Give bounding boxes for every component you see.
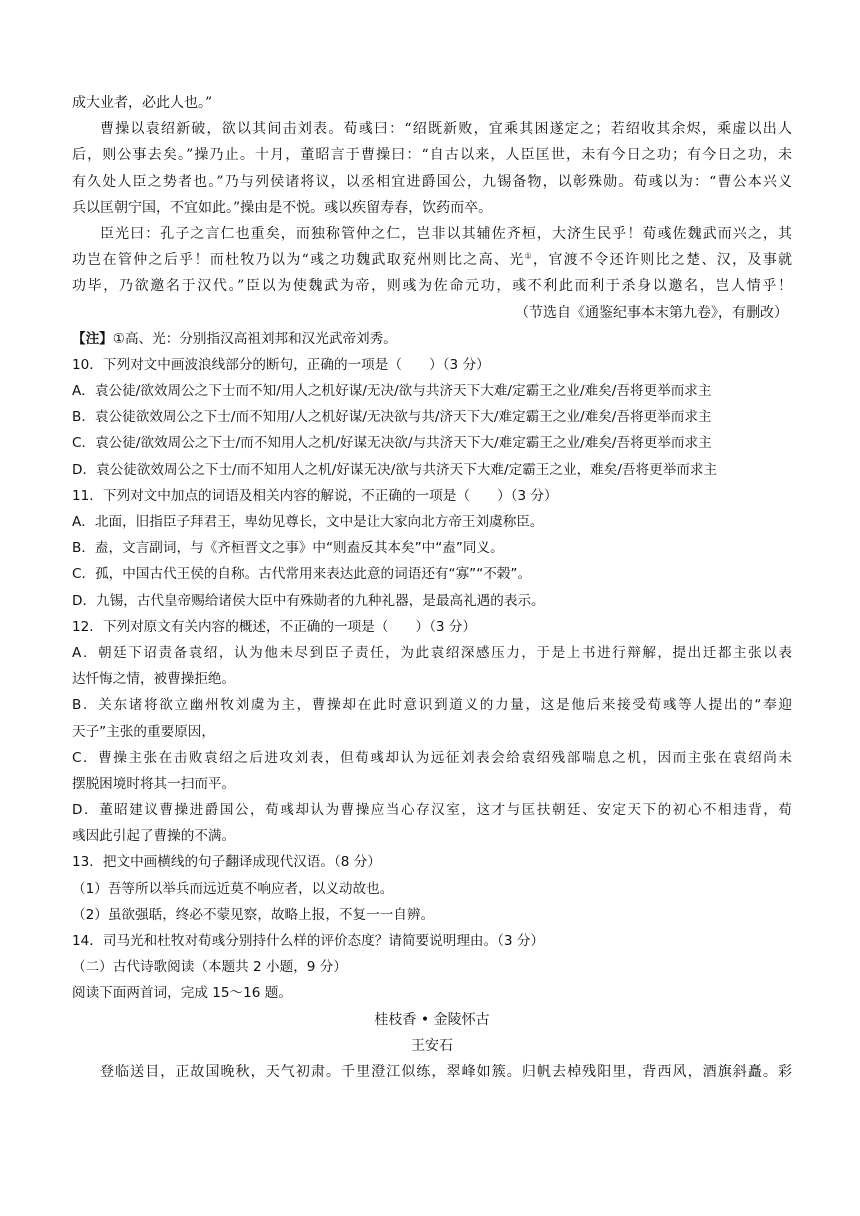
question-12-option-b[interactable]: B．关东诸将欲立幽州牧刘虞为主，曹操却在此时意识到道义的力量，这是他后来接受荀彧等人提出的“奉迎 xyxy=(72,697,792,714)
question-10-stem: 10．下列对文中画波浪线部分的断句，正确的一项是（ ）（3 分） xyxy=(72,356,490,373)
note-label: 【注】 xyxy=(72,330,113,347)
passage-line: 有久处人臣之势者也。”乃与列侯诸将议，以丞相宜进爵国公，九锡备物，以彰殊勋。荀彧以为：“曹公本兴义 xyxy=(72,173,792,190)
question-12-stem: 12．下列对原文有关内容的概述，不正确的一项是（ ）（3 分） xyxy=(72,618,477,635)
question-13-stem: 13．把文中画横线的句子翻译成现代汉语。（8 分） xyxy=(72,854,381,871)
passage-line xyxy=(72,247,792,273)
question-11-option-b[interactable]: B．盍，文言副词，与《齐桓晋文之事》中“则盍反其本矣”中“盍”同义。 xyxy=(72,540,504,557)
question-12-option-c-cont[interactable]: 摆脱困境时将其一扫而平。 xyxy=(72,775,236,792)
question-10-option-a[interactable]: A．袁公徒/欲效周公之下士而不知/用人之机好谋/无决/欲与共济天下大难/定霸王之业/难矣/吾将更举而求主 xyxy=(72,383,712,400)
question-12-option-a-cont[interactable]: 达忏悔之情，被曹操拒绝。 xyxy=(72,671,236,688)
passage-line: 功毕，乃欲邀名于汉代。”臣以为使魏武为帝，则彧为佐命元功，彧不利此而利于杀身以邀名，岂人情乎！ xyxy=(72,278,792,295)
note-text: ①高、光：分别指汉高祖刘邦和汉光武帝刘秀。 xyxy=(112,330,397,347)
question-13-item-1: （1）吾等所以举兵而远近莫不响应者，以义动故也。 xyxy=(72,880,394,897)
question-12-option-d[interactable]: D．董昭建议曹操进爵国公，荀彧却认为曹操应当心存汉室，这才与匡扶朝廷、安定天下的初心不相违背，荀 xyxy=(72,802,792,819)
question-10-option-b[interactable]: B．袁公徒欲效周公之下士/而不知用/人之机好谋/无决欲与共/济天下大/难定霸王之业/难矣/吾将更举而求主 xyxy=(72,409,712,426)
passage-line: 臣光曰：孔子之言仁也重矣，而独称管仲之仁，岂非以其辅佐齐桓，大济生民乎！荀彧佐魏武而兴之，其 xyxy=(100,225,792,242)
passage-text: ，官渡不令还许则比之楚、汉，及事就 xyxy=(533,252,792,269)
question-11-option-c[interactable]: C．孤，中国古代王侯的自称。古代常用来表达此意的词语还有“寡”“不榖”。 xyxy=(72,566,532,583)
passage-line: 兵以匡朝宁国，不宜如此。”操由是不悦。彧以疾留寿春，饮药而卒。 xyxy=(72,199,493,216)
question-11-option-a[interactable]: A．北面，旧指臣子拜君王，卑幼见尊长，文中是让大家向北方帝王刘虞称臣。 xyxy=(72,514,544,530)
source-citation: （节选自《通鉴纪事本末第九卷》，有删改） xyxy=(515,304,788,321)
annotation xyxy=(72,326,792,352)
passage-text: 功岂在管仲之后乎！而杜牧乃以为“彧之功魏武取兖州则比之高、光 xyxy=(72,252,525,269)
passage-line: 成大业者，必此人也。” xyxy=(72,95,213,111)
footnote-mark: ① xyxy=(524,251,534,261)
passage-line: 曹操以袁绍新破，欲以其间击刘表。荀彧曰：“绍既新败，宜乘其困遂定之；若绍收其余烬，乘虚以出人 xyxy=(100,121,792,138)
question-12-option-d-cont[interactable]: 彧因此引起了曹操的不满。 xyxy=(72,828,236,845)
passage-line: 后，则公事去矣。”操乃止。十月，董昭言于曹操曰：“自古以来，人臣匡世，未有今日之功；有今日之功，未 xyxy=(72,147,792,164)
question-12-option-c[interactable]: C．曹操主张在击败袁绍之后进攻刘表，但荀彧却认为远征刘表会给袁绍残部喘息之机，因而主张在袁绍尚未 xyxy=(72,749,792,766)
question-11-stem: 11．下列对文中加点的词语及相关内容的解说，不正确的一项是（ ）（3 分） xyxy=(72,487,558,504)
poem-title: 桂枝香 • 金陵怀古 xyxy=(374,1011,490,1028)
question-12-option-a[interactable]: A．朝廷下诏责备袁绍，认为他未尽到臣子责任，为此袁绍深感压力，于是上书进行辩解，提出迁都主张以表 xyxy=(72,644,792,661)
question-10-option-d[interactable]: D．袁公徒欲效周公之下士/而不知用人之机/好谋无决/欲与共济天下大难/定霸王之业，难矣/吾将更举而求主 xyxy=(72,461,718,478)
poetry-intro: 阅读下面两首词，完成 15～16 题。 xyxy=(72,985,292,1002)
question-13-item-2: （2）虽欲强聒，终必不蒙见察，故略上报，不复一一自辨。 xyxy=(72,906,435,923)
exam-page xyxy=(72,90,792,1085)
question-14-stem: 14．司马光和杜牧对荀彧分别持什么样的评价态度？请简要说明理由。（3 分） xyxy=(72,933,545,949)
question-11-option-d[interactable]: D．九锡，古代皇帝赐给诸侯大臣中有殊勋者的九种礼器，是最高礼遇的表示。 xyxy=(72,592,545,609)
poem-author: 王安石 xyxy=(411,1037,453,1054)
question-12-option-b-cont[interactable]: 天子”主张的重要原因， xyxy=(72,723,215,740)
poem-line: 登临送目，正故国晚秋，天气初肃。千里澄江似练，翠峰如簇。归帆去棹残阳里，背西风，酒旗斜矗。彩 xyxy=(100,1063,792,1080)
poetry-section-heading: （二）古代诗歌阅读（本题共 2 小题，9 分） xyxy=(72,959,347,976)
question-10-option-c[interactable]: C．袁公徒/欲效周公之下士/而不知用人之机/好谋无决欲/与共济天下大/难定霸王之业/难矣/吾将更举而求主 xyxy=(72,435,712,452)
